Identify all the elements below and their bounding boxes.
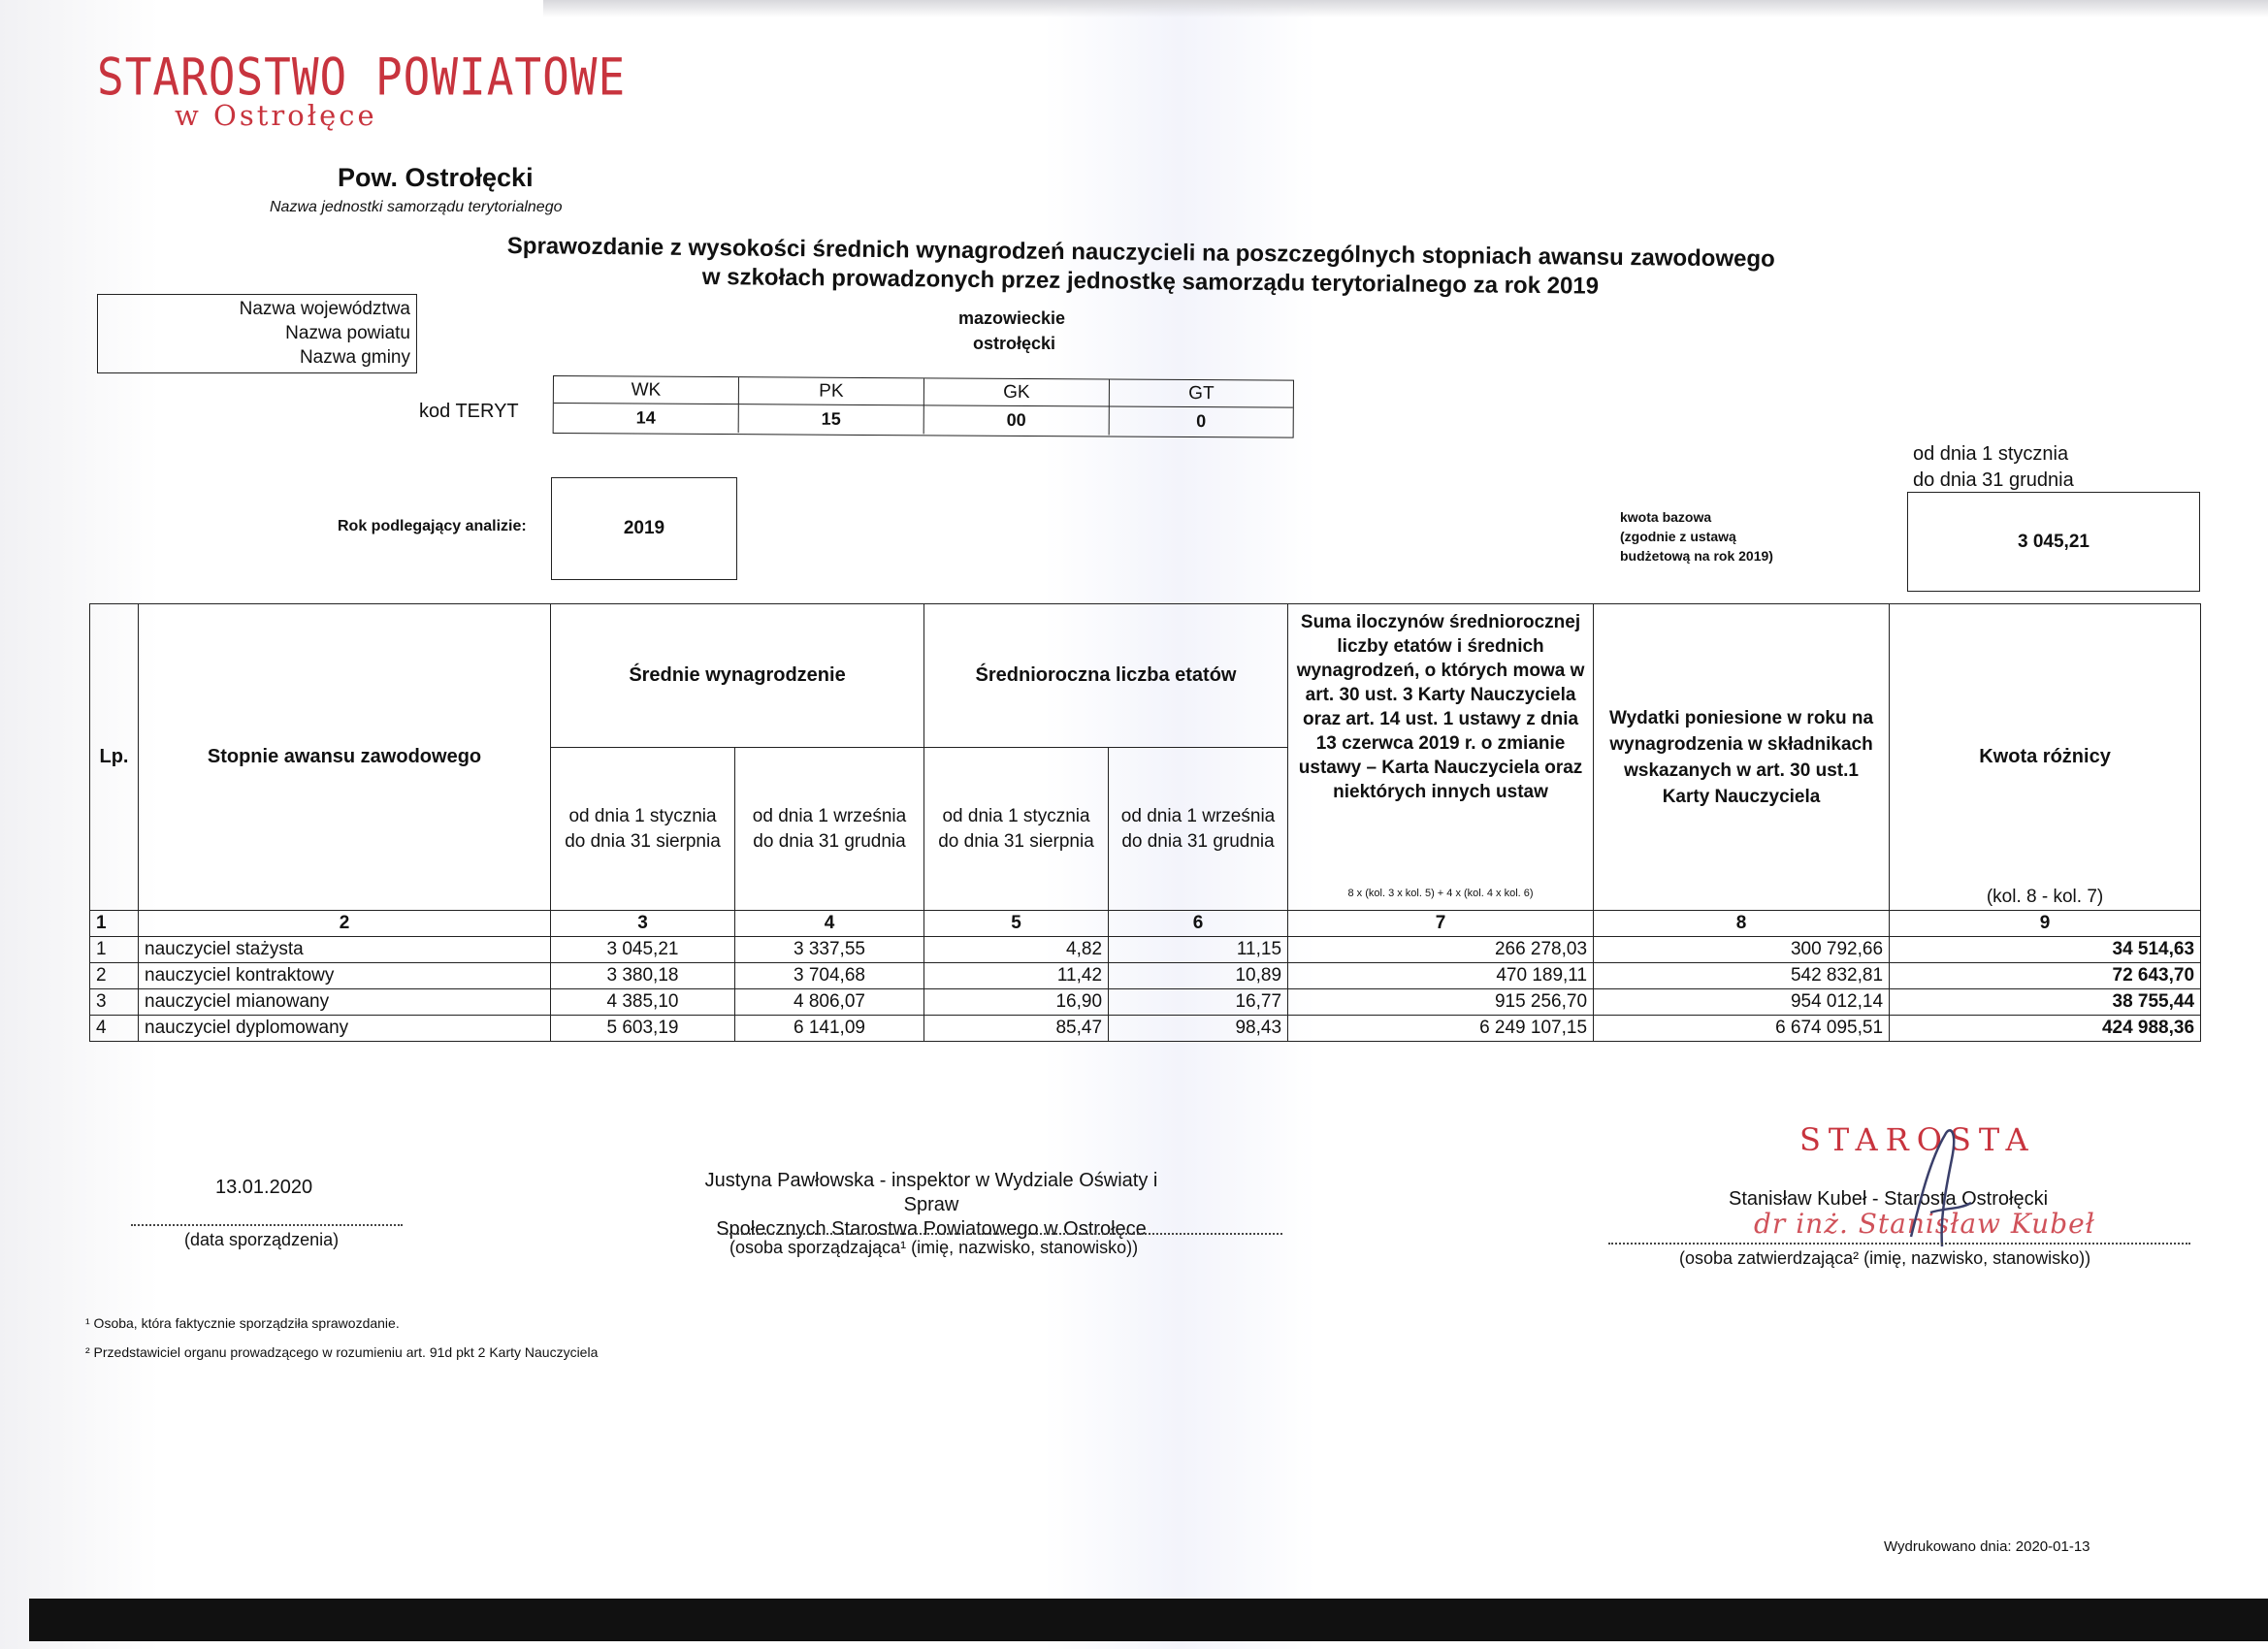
- table-row: [90, 937, 2201, 963]
- period-line1: od dnia 1 stycznia: [1913, 443, 2069, 465]
- colnum-8: 8: [1594, 911, 1890, 937]
- row-stopien: nauczyciel kontraktowy: [139, 963, 551, 989]
- header-kwota-formula: (kol. 8 - kol. 7): [1986, 887, 2104, 907]
- header-wydatki: Wydatki poniesione w roku na wynagrodzenia w składnikach wskazanych w art. 30 ust.1 Karty Nauczyciela: [1594, 604, 1890, 911]
- approver-name-stamp: dr inż. Stanisław Kubeł: [1754, 1208, 2095, 1240]
- label-county: Nazwa powiatu: [285, 323, 410, 343]
- row-wyn-jan: 3 045,21: [551, 937, 735, 963]
- preparer-line2: Społecznych Starostwa Powiatowego w Ostrołęce: [716, 1218, 1147, 1240]
- header-kwota-text: Kwota różnicy: [1979, 746, 2111, 767]
- date-dotted-line: [131, 1224, 403, 1226]
- approver-name: Stanisław Kubeł - Starosta Ostrołęcki: [1729, 1188, 2049, 1210]
- row-etaty-jan: 85,47: [924, 1016, 1109, 1042]
- teryt-table: [553, 375, 1294, 438]
- header-suma-text: Suma iloczynów średniorocznej liczby etatów i średnich wynagrodzeń, o których mowa w art. 30 ust. 3 Karty Nauczyciela oraz art. 14 ust. 1 ustawy z dnia 13 czerwca 2019 r. o zmianie ustawy – Karta Nauczyciela oraz niektórych innych ustaw: [1296, 612, 1585, 802]
- teryt-header-gk: GK: [924, 378, 1110, 406]
- row-suma: 266 278,03: [1288, 937, 1594, 963]
- row-lp: 4: [90, 1016, 139, 1042]
- report-date: 13.01.2020: [215, 1177, 313, 1198]
- header-stopnie: Stopnie awansu zawodowego: [139, 604, 551, 911]
- period-line2: do dnia 31 grudnia: [1913, 469, 2074, 491]
- row-etaty-jan: 11,42: [924, 963, 1109, 989]
- row-wyn-sep: 3 704,68: [735, 963, 924, 989]
- colnum-1: 1: [90, 911, 139, 937]
- report-title-line1: Sprawozdanie z wysokości średnich wynagrodzeń nauczycieli na poszczególnych stopniach awansu zawodowego: [506, 233, 1775, 273]
- column-number-row: [90, 911, 2201, 937]
- row-etaty-sep: 10,89: [1109, 963, 1288, 989]
- row-wyn-jan: 4 385,10: [551, 989, 735, 1016]
- row-lp: 1: [90, 937, 139, 963]
- row-kwota: 34 514,63: [1890, 937, 2201, 963]
- preparer-block: [679, 1169, 1183, 1242]
- subheader-etaty-sep: od dnia 1 września do dnia 31 grudnia: [1109, 748, 1288, 911]
- row-etaty-jan: 4,82: [924, 937, 1109, 963]
- value-county: ostrołęcki: [973, 334, 1056, 353]
- office-stamp-line2: w Ostrołęce: [175, 99, 377, 132]
- row-stopien: nauczyciel stażysta: [139, 937, 551, 963]
- row-stopien: nauczyciel dyplomowany: [139, 1016, 551, 1042]
- date-caption: (data sporządzenia): [184, 1230, 340, 1249]
- value-voivodeship: mazowieckie: [958, 308, 1066, 328]
- row-etaty-sep: 98,43: [1109, 1016, 1288, 1042]
- subheader-wyn-jan: od dnia 1 stycznia do dnia 31 sierpnia: [551, 748, 735, 911]
- row-kwota: 38 755,44: [1890, 989, 2201, 1016]
- row-wyn-sep: 6 141,09: [735, 1016, 924, 1042]
- teryt-header-pk: PK: [739, 377, 924, 405]
- preparer-line1: Justyna Pawłowska - inspektor w Wydziale Oświaty i Spraw: [704, 1170, 1158, 1215]
- header-lp: Lp.: [90, 604, 139, 911]
- office-stamp-line1: STAROSTWO POWIATOWE: [97, 47, 627, 108]
- header-kwota: [1890, 604, 2201, 911]
- printed-date: Wydrukowano dnia: 2020-01-13: [1884, 1538, 2090, 1555]
- header-etaty: Średnioroczna liczba etatów: [924, 604, 1288, 748]
- row-wyn-jan: 5 603,19: [551, 1016, 735, 1042]
- row-wydatki: 6 674 095,51: [1594, 1016, 1890, 1042]
- scan-edge-shadow: [543, 0, 2268, 17]
- base-label-line1: kwota bazowa: [1620, 509, 1712, 525]
- preparer-dotted-line: [726, 1233, 1282, 1235]
- teryt-header-gt: GT: [1110, 380, 1293, 408]
- footnote-2: ² Przedstawiciel organu prowadzącego w rozumieniu art. 91d pkt 2 Karty Nauczyciela: [85, 1344, 599, 1360]
- table-row: [90, 963, 2201, 989]
- header-suma: [1288, 604, 1594, 911]
- base-label: [1620, 507, 1773, 566]
- teryt-value-pk: 15: [739, 404, 924, 434]
- colnum-6: 6: [1109, 911, 1288, 937]
- unit-name: Pow. Ostrołęcki: [338, 163, 534, 192]
- row-etaty-sep: 16,77: [1109, 989, 1288, 1016]
- row-etaty-sep: 11,15: [1109, 937, 1288, 963]
- footnote-1: ¹ Osoba, która faktycznie sporządziła sprawozdanie.: [85, 1315, 400, 1331]
- salary-table: [89, 603, 2201, 1042]
- row-suma: 6 249 107,15: [1288, 1016, 1594, 1042]
- admin-names-box: [97, 294, 417, 373]
- teryt-label: kod TERYT: [419, 401, 519, 422]
- preparer-caption: (osoba sporządzająca¹ (imię, nazwisko, stanowisko)): [729, 1238, 1139, 1257]
- colnum-5: 5: [924, 911, 1109, 937]
- teryt-value-gk: 00: [924, 405, 1110, 435]
- colnum-9: 9: [1890, 911, 2201, 937]
- unit-caption: Nazwa jednostki samorządu terytorialnego: [270, 199, 563, 215]
- year-value: 2019: [623, 518, 665, 538]
- signature-mark: [1901, 1120, 1979, 1256]
- approver-dotted-line: [1608, 1243, 2190, 1245]
- row-wyn-sep: 3 337,55: [735, 937, 924, 963]
- scan-bottom-edge: [29, 1599, 2268, 1641]
- colnum-7: 7: [1288, 911, 1594, 937]
- row-kwota: 424 988,36: [1890, 1016, 2201, 1042]
- year-label: Rok podlegający analizie:: [338, 518, 527, 534]
- row-wydatki: 300 792,66: [1594, 937, 1890, 963]
- colnum-3: 3: [551, 911, 735, 937]
- teryt-value-wk: 14: [554, 404, 739, 433]
- row-stopien: nauczyciel mianowany: [139, 989, 551, 1016]
- table-row: [90, 989, 2201, 1016]
- base-label-line3: budżetową na rok 2019): [1620, 548, 1773, 564]
- starosta-stamp: STAROSTA: [1799, 1121, 2036, 1158]
- header-srednie: Średnie wynagrodzenie: [551, 604, 924, 748]
- subheader-etaty-jan: od dnia 1 stycznia do dnia 31 sierpnia: [924, 748, 1109, 911]
- label-voivodeship: Nazwa województwa: [239, 299, 410, 319]
- row-suma: 915 256,70: [1288, 989, 1594, 1016]
- subheader-wyn-sep: od dnia 1 września do dnia 31 grudnia: [735, 748, 924, 911]
- colnum-2: 2: [139, 911, 551, 937]
- row-lp: 2: [90, 963, 139, 989]
- label-commune: Nazwa gminy: [299, 347, 410, 368]
- year-box: [551, 477, 737, 580]
- row-wydatki: 542 832,81: [1594, 963, 1890, 989]
- row-kwota: 72 643,70: [1890, 963, 2201, 989]
- teryt-value-gt: 0: [1196, 411, 1207, 432]
- base-value: 3 045,21: [2018, 531, 2090, 552]
- teryt-header-wk: WK: [554, 376, 739, 404]
- colnum-4: 4: [735, 911, 924, 937]
- approver-caption: (osoba zatwierdzająca² (imię, nazwisko, stanowisko)): [1679, 1248, 2091, 1268]
- row-lp: 3: [90, 989, 139, 1016]
- base-label-line2: (zgodnie z ustawą: [1620, 529, 1736, 544]
- header-suma-formula: 8 x (kol. 3 x kol. 5) + 4 x (kol. 4 x kol. 6): [1347, 888, 1534, 899]
- period-label: [1913, 441, 2074, 494]
- row-wydatki: 954 012,14: [1594, 989, 1890, 1016]
- base-box: [1907, 492, 2200, 592]
- table-row: [90, 1016, 2201, 1042]
- row-wyn-sep: 4 806,07: [735, 989, 924, 1016]
- row-suma: 470 189,11: [1288, 963, 1594, 989]
- report-title-line2: w szkołach prowadzonych przez jednostkę samorządu terytorialnego za rok 2019: [701, 264, 1600, 300]
- row-wyn-jan: 3 380,18: [551, 963, 735, 989]
- row-etaty-jan: 16,90: [924, 989, 1109, 1016]
